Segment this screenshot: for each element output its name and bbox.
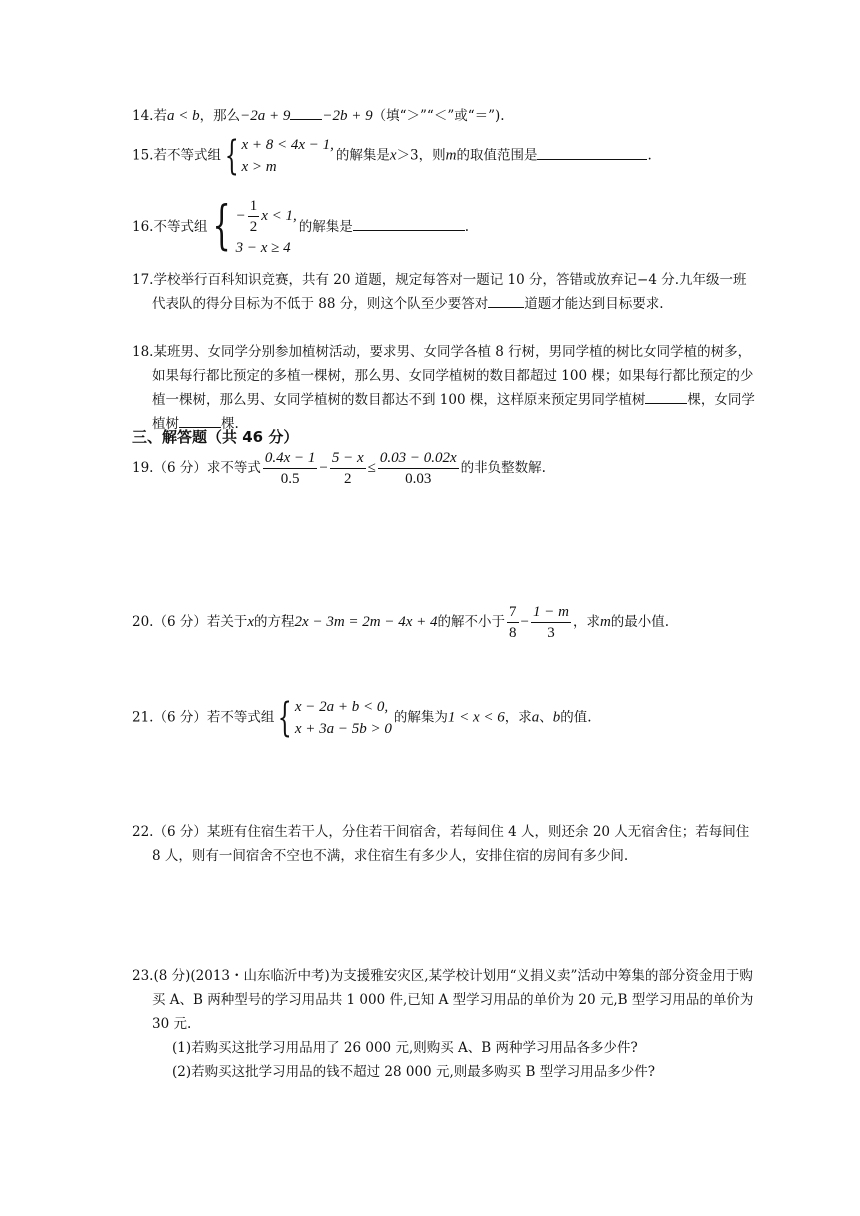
fraction [507,602,519,643]
question-number: 23. [132,968,154,984]
system-line: x > m [241,159,277,175]
question-18 [132,340,757,436]
question-17 [132,268,757,316]
text: 的解集是 [335,147,390,164]
system-line: x < 1, [261,207,297,224]
inequality-system [209,196,296,259]
fraction-denominator: 2 [249,219,258,235]
fraction [248,196,260,237]
text: 棵，女同学植树 [152,392,755,432]
math-sign: − [520,614,529,630]
fraction-numerator: 5 − x [330,448,366,469]
text: （6 分）若不等式组 [153,709,275,726]
system-line: 3 − x ≥ 4 [235,240,291,256]
answer-blank[interactable] [645,389,687,404]
fraction [330,448,366,489]
text: (8 分)(2013・山东临沂中考)为支援雅安灾区,某学校计划用“义捐义卖”活动中筹集的部分资金用于购买 A、B 两种型号的学习用品共 1 000 件,已知 A 型学习用品的单价为 20 元,B 型学习用品的单价为 30 元. [152,968,754,1032]
math-variable: x [247,614,255,630]
text: ，那么 [199,108,241,124]
text: 道题才能达到目标要求. [524,296,664,312]
section-heading: 三、解答题（共 46 分） [132,428,299,446]
text: 的解集为 [393,709,448,726]
sub-question-2: (2)若购买这批学习用品的钱不超过 28 000 元,则最多购买 B 型学习用品多少件? [172,1064,655,1080]
text: （6 分）求不等式 [153,460,261,476]
text: 的取值范围是 [456,147,538,164]
text: 若 [153,108,167,124]
fraction-numerator: 1 [248,196,260,217]
question-number: 22. [132,824,154,840]
math-expression: −2b + 9 [322,108,373,124]
text: . [464,219,470,235]
answer-blank[interactable] [353,216,465,231]
text: 的值. [560,709,592,726]
text: ，求 [504,709,532,726]
question-number: 14. [132,108,154,124]
question-number: 17. [132,272,154,288]
question-19 [132,448,737,489]
fraction-denominator: 8 [509,625,517,641]
text: 棵. [221,416,239,432]
question-number: 21. [132,709,154,726]
fraction-numerator: 1 − m [531,602,571,623]
math-variable: b [552,709,561,726]
question-20 [132,602,737,643]
answer-blank[interactable] [488,293,524,308]
fraction-numerator: 0.4x − 1 [263,448,318,469]
fraction-numerator: 0.03 − 0.02x [378,448,459,469]
system-line: x + 3a − 5b > 0 [294,721,392,737]
math-expression: 1 < x < 6 [447,709,505,726]
answer-blank[interactable] [537,145,647,160]
question-number: 16. [132,219,154,235]
question-14 [132,104,737,128]
question-16 [132,196,737,259]
text: 若不等式组 [153,147,221,164]
left-brace-icon: { [212,196,232,256]
fraction-denominator: 0.5 [280,471,300,487]
text: 的解集是 [298,219,353,235]
math-expression: 2x − 3m = 2m − 4x + 4 [294,614,438,630]
text: ＞3，则 [396,147,446,164]
sub-question-1: (1)若购买这批学习用品用了 26 000 元,则购买 A、B 两种学习用品各多少件? [172,1040,638,1056]
fraction [263,448,318,489]
math-variable: a [531,709,540,726]
inequality-system [276,696,391,740]
fraction-denominator: 0.03 [405,471,432,487]
question-22 [132,820,757,868]
question-number: 19. [132,460,154,476]
left-brace-icon: { [278,695,293,741]
math-expression: a < b [166,108,200,124]
fraction-denominator: 2 [344,471,352,487]
fraction-numerator: 7 [507,602,519,623]
fraction [531,602,571,643]
question-15 [132,134,737,178]
math-variable: m [599,614,611,630]
text: 的解不小于 [437,614,506,630]
question-number: 18. [132,344,154,360]
text: 的方程 [254,614,295,630]
text: （6 分）若关于 [153,614,248,630]
math-sign: − [319,460,328,476]
fraction [378,448,459,489]
question-21 [132,696,737,740]
math-sign: − [235,207,246,224]
left-brace-icon: { [224,133,239,179]
system-line: x − 2a + b < 0, [294,699,389,715]
text: （填“＞”“＜”或“＝”). [372,108,505,124]
text: 某班男、女同学分别参加植树活动，要求男、女同学各植 8 行树，男同学植的树比女同学植的树多，如果每行都比预定的多植一棵树，那么男、女同学植树的数目都超过 100 棵；如果每行都比预定的少植一棵树，那么男、女同学植树的数目都达不到 100 棵，这样原来预定男同学植树 [152,344,754,408]
question-number: 15. [132,147,154,164]
inequality-system [223,134,334,178]
text: . [647,147,652,164]
fraction-denominator: 3 [547,625,555,641]
math-variable: m [445,147,457,164]
math-sign: ≤ [367,460,376,476]
text: 的最小值. [610,614,670,630]
question-number: 20. [132,614,154,630]
text: 不等式组 [153,219,208,235]
answer-blank[interactable] [290,105,322,120]
math-expression: −2a + 9 [240,108,291,124]
question-23 [132,964,757,1084]
text: 、 [539,709,553,726]
text: ，求 [572,614,600,630]
math-expression: x [389,147,397,164]
system-line: x + 8 < 4x − 1, [241,137,334,153]
text: 学校举行百科知识竞赛，共有 20 道题，规定每答对一题记 10 分，答错或放弃记−4 分.九年级一班代表队的得分目标为不低于 88 分，则这个队至少要答对 [152,272,747,312]
text: 的非负整数解. [460,460,546,476]
text: （6 分）某班有住宿生若干人，分住若干间宿舍，若每间住 4 人，则还余 20 人无宿舍住；若每间住 8 人，则有一间宿舍不空也不满，求住宿生有多少人，安排住宿的房间有多少间. [152,824,750,864]
